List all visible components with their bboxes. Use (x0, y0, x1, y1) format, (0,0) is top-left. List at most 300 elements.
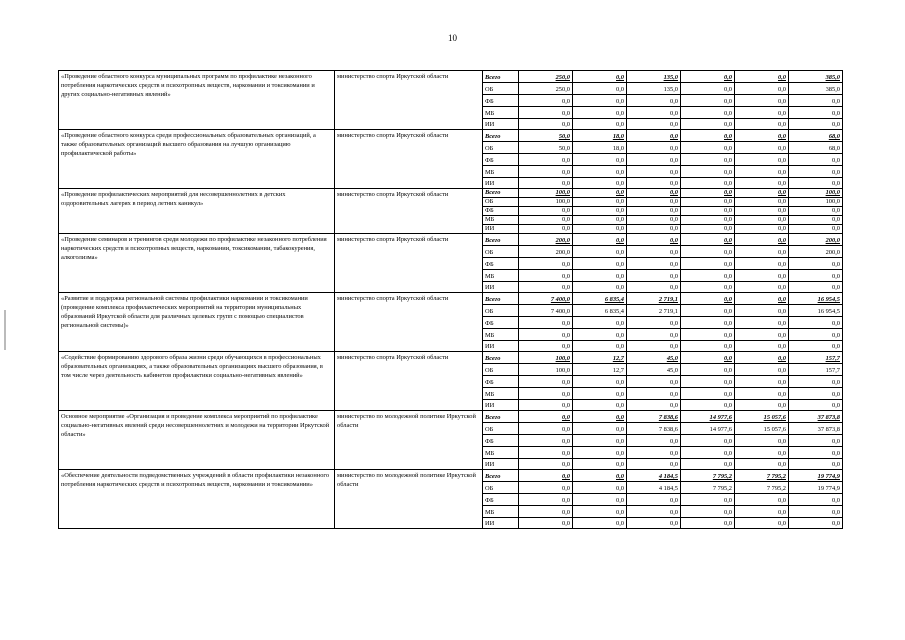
total-value-cell: 0,0 (789, 376, 843, 388)
year-value-cell: 0,0 (735, 282, 789, 293)
year-value-cell: 0,0 (573, 119, 627, 130)
year-value-cell: 0,0 (735, 119, 789, 130)
year-value-cell: 0,0 (627, 282, 681, 293)
year-value-cell: 0,0 (681, 459, 735, 470)
total-value-cell: 0,0 (789, 518, 843, 529)
year-value-cell: 18,0 (573, 142, 627, 154)
year-value-cell: 4 184,5 (627, 482, 681, 494)
year-value-cell: 15 057,6 (735, 411, 789, 423)
year-value-cell: 100,0 (519, 352, 573, 364)
year-value-cell: 0,0 (573, 198, 627, 207)
funding-source: ОБ (483, 364, 519, 376)
activity-description: «Содействие формированию здорового образа жизни среди обучающихся в профессиональных образовательных организациях, а также образовательных организациях высшего образования, в том числе через деятельность кабинетов профилактики социально-негативных явлений» (59, 352, 335, 411)
responsible-executor: министерство спорта Иркутской области (335, 71, 483, 130)
year-value-cell: 0,0 (573, 388, 627, 400)
funding-source: ИИ (483, 459, 519, 470)
funding-source: МБ (483, 329, 519, 341)
year-value-cell: 0,0 (681, 364, 735, 376)
year-value-cell: 6 835,4 (573, 293, 627, 305)
year-value-cell: 4 184,5 (627, 470, 681, 482)
year-value-cell: 0,0 (735, 178, 789, 189)
year-value-cell: 0,0 (627, 130, 681, 142)
activity-description: «Развитие и поддержка региональной системы профилактики наркомании и токсикомании (проведение комплекса профилактических мероприятий на территории муниципальных образований Иркутской области для различных целевых групп с помощью специалистов региональной системы)» (59, 293, 335, 352)
year-value-cell: 0,0 (735, 234, 789, 246)
total-value-cell: 0,0 (789, 119, 843, 130)
funding-source: ИИ (483, 518, 519, 529)
funding-source: ФБ (483, 258, 519, 270)
year-value-cell: 0,0 (681, 154, 735, 166)
funding-source: ФБ (483, 95, 519, 107)
year-value-cell: 0,0 (519, 107, 573, 119)
activity-description: «Обеспечение деятельности подведомственных учреждений в области профилактики незаконного потребления наркотических средств и психотропных веществ, наркомании и токсикомании» (59, 470, 335, 529)
table-body (59, 71, 843, 529)
year-value-cell: 0,0 (627, 234, 681, 246)
year-value-cell: 0,0 (735, 270, 789, 282)
year-value-cell: 18,0 (573, 130, 627, 142)
funding-source: Всего (483, 352, 519, 364)
year-value-cell: 0,0 (735, 83, 789, 95)
year-value-cell: 0,0 (735, 198, 789, 207)
year-value-cell: 0,0 (519, 216, 573, 225)
year-value-cell: 0,0 (573, 178, 627, 189)
total-value-cell: 0,0 (789, 400, 843, 411)
funding-source: Всего (483, 71, 519, 83)
year-value-cell: 0,0 (681, 293, 735, 305)
year-value-cell: 0,0 (573, 225, 627, 234)
year-value-cell: 0,0 (735, 142, 789, 154)
total-value-cell: 0,0 (789, 270, 843, 282)
total-value-cell: 0,0 (789, 341, 843, 352)
year-value-cell: 0,0 (627, 166, 681, 178)
year-value-cell: 0,0 (519, 423, 573, 435)
year-value-cell: 0,0 (573, 411, 627, 423)
total-value-cell: 0,0 (789, 207, 843, 216)
year-value-cell: 0,0 (681, 435, 735, 447)
total-value-cell: 37 873,8 (789, 423, 843, 435)
year-value-cell: 0,0 (627, 388, 681, 400)
funding-source: ИИ (483, 341, 519, 352)
funding-source: ОБ (483, 198, 519, 207)
year-value-cell: 0,0 (627, 459, 681, 470)
year-value-cell: 0,0 (681, 234, 735, 246)
year-value-cell: 7 838,6 (627, 423, 681, 435)
responsible-executor: министерство по молодежной политике Иркутской области (335, 411, 483, 470)
year-value-cell: 0,0 (573, 400, 627, 411)
total-value-cell: 0,0 (789, 506, 843, 518)
year-value-cell: 0,0 (681, 83, 735, 95)
year-value-cell: 100,0 (519, 364, 573, 376)
year-value-cell: 0,0 (681, 258, 735, 270)
year-value-cell: 0,0 (627, 107, 681, 119)
year-value-cell: 14 977,6 (681, 423, 735, 435)
year-value-cell: 0,0 (519, 388, 573, 400)
total-value-cell: 0,0 (789, 447, 843, 459)
funding-source: Всего (483, 130, 519, 142)
year-value-cell: 0,0 (735, 207, 789, 216)
year-value-cell: 0,0 (573, 207, 627, 216)
year-value-cell: 0,0 (735, 246, 789, 258)
year-value-cell: 0,0 (681, 388, 735, 400)
year-value-cell: 0,0 (735, 341, 789, 352)
funding-source: ОБ (483, 83, 519, 95)
year-value-cell: 0,0 (519, 435, 573, 447)
year-value-cell: 0,0 (627, 142, 681, 154)
year-value-cell: 0,0 (573, 341, 627, 352)
year-value-cell: 0,0 (573, 329, 627, 341)
year-value-cell: 45,0 (627, 364, 681, 376)
funding-source: ОБ (483, 142, 519, 154)
table-row (59, 71, 843, 83)
year-value-cell: 0,0 (519, 317, 573, 329)
year-value-cell: 0,0 (735, 305, 789, 317)
year-value-cell: 200,0 (519, 246, 573, 258)
year-value-cell: 0,0 (735, 317, 789, 329)
funding-source: Всего (483, 470, 519, 482)
year-value-cell: 0,0 (519, 154, 573, 166)
year-value-cell: 0,0 (627, 178, 681, 189)
year-value-cell: 0,0 (681, 352, 735, 364)
responsible-executor: министерство спорта Иркутской области (335, 352, 483, 411)
total-value-cell: 0,0 (789, 329, 843, 341)
table-row (59, 130, 843, 142)
year-value-cell: 7 400,0 (519, 305, 573, 317)
year-value-cell: 0,0 (735, 95, 789, 107)
year-value-cell: 0,0 (573, 95, 627, 107)
total-value-cell: 0,0 (789, 435, 843, 447)
year-value-cell: 0,0 (681, 166, 735, 178)
year-value-cell: 0,0 (573, 518, 627, 529)
year-value-cell: 14 977,6 (681, 411, 735, 423)
year-value-cell: 0,0 (573, 270, 627, 282)
year-value-cell: 0,0 (735, 447, 789, 459)
funding-source: ИИ (483, 400, 519, 411)
total-value-cell: 200,0 (789, 234, 843, 246)
year-value-cell: 50,0 (519, 130, 573, 142)
year-value-cell: 0,0 (735, 225, 789, 234)
year-value-cell: 0,0 (519, 282, 573, 293)
year-value-cell: 0,0 (519, 518, 573, 529)
year-value-cell: 0,0 (681, 518, 735, 529)
year-value-cell: 0,0 (519, 178, 573, 189)
year-value-cell: 0,0 (735, 154, 789, 166)
funding-source: ФБ (483, 494, 519, 506)
year-value-cell: 0,0 (627, 329, 681, 341)
year-value-cell: 0,0 (627, 207, 681, 216)
year-value-cell: 0,0 (519, 95, 573, 107)
year-value-cell: 0,0 (573, 317, 627, 329)
total-value-cell: 0,0 (789, 95, 843, 107)
year-value-cell: 0,0 (681, 189, 735, 198)
year-value-cell: 0,0 (735, 518, 789, 529)
year-value-cell: 0,0 (573, 447, 627, 459)
year-value-cell: 0,0 (681, 71, 735, 83)
year-value-cell: 0,0 (681, 130, 735, 142)
total-value-cell: 0,0 (789, 225, 843, 234)
activity-description: «Проведение профилактических мероприятий для несовершеннолетних в детских оздоровительных лагерях в период летних каникул» (59, 189, 335, 234)
year-value-cell: 0,0 (681, 494, 735, 506)
page-number: 10 (448, 33, 457, 43)
year-value-cell: 0,0 (573, 435, 627, 447)
funding-source: ОБ (483, 423, 519, 435)
total-value-cell: 0,0 (789, 216, 843, 225)
year-value-cell: 0,0 (681, 329, 735, 341)
funding-source: ИИ (483, 119, 519, 130)
year-value-cell: 0,0 (519, 119, 573, 130)
year-value-cell: 0,0 (519, 341, 573, 352)
year-value-cell: 0,0 (573, 246, 627, 258)
year-value-cell: 7 838,6 (627, 411, 681, 423)
funding-source: ОБ (483, 482, 519, 494)
funding-source: ОБ (483, 246, 519, 258)
year-value-cell: 0,0 (573, 494, 627, 506)
year-value-cell: 0,0 (519, 447, 573, 459)
total-value-cell: 0,0 (789, 494, 843, 506)
table-row (59, 411, 843, 423)
total-value-cell: 16 954,5 (789, 293, 843, 305)
year-value-cell: 0,0 (573, 482, 627, 494)
total-value-cell: 19 774,9 (789, 482, 843, 494)
year-value-cell: 0,0 (519, 258, 573, 270)
year-value-cell: 200,0 (519, 234, 573, 246)
total-value-cell: 0,0 (789, 317, 843, 329)
year-value-cell: 0,0 (519, 270, 573, 282)
year-value-cell: 0,0 (681, 305, 735, 317)
year-value-cell: 0,0 (573, 83, 627, 95)
funding-source: ФБ (483, 376, 519, 388)
year-value-cell: 0,0 (735, 494, 789, 506)
year-value-cell: 0,0 (735, 400, 789, 411)
responsible-executor: министерство спорта Иркутской области (335, 130, 483, 189)
total-value-cell: 0,0 (789, 166, 843, 178)
year-value-cell: 0,0 (519, 482, 573, 494)
year-value-cell: 0,0 (681, 225, 735, 234)
year-value-cell: 0,0 (627, 494, 681, 506)
year-value-cell: 0,0 (735, 388, 789, 400)
year-value-cell: 100,0 (519, 198, 573, 207)
year-value-cell: 12,7 (573, 352, 627, 364)
year-value-cell: 0,0 (735, 459, 789, 470)
funding-source: МБ (483, 166, 519, 178)
total-value-cell: 0,0 (789, 388, 843, 400)
year-value-cell: 0,0 (681, 317, 735, 329)
year-value-cell: 0,0 (573, 282, 627, 293)
total-value-cell: 0,0 (789, 282, 843, 293)
year-value-cell: 0,0 (681, 95, 735, 107)
year-value-cell: 0,0 (735, 71, 789, 83)
year-value-cell: 0,0 (681, 246, 735, 258)
year-value-cell: 0,0 (519, 376, 573, 388)
responsible-executor: министерство спорта Иркутской области (335, 293, 483, 352)
funding-source: МБ (483, 270, 519, 282)
year-value-cell: 45,0 (627, 352, 681, 364)
total-value-cell: 0,0 (789, 154, 843, 166)
funding-source: ИИ (483, 282, 519, 293)
year-value-cell: 2 719,1 (627, 305, 681, 317)
year-value-cell: 0,0 (681, 216, 735, 225)
total-value-cell: 68,0 (789, 142, 843, 154)
year-value-cell: 0,0 (627, 216, 681, 225)
year-value-cell: 0,0 (681, 341, 735, 352)
funding-source: ОБ (483, 305, 519, 317)
year-value-cell: 100,0 (519, 189, 573, 198)
year-value-cell: 0,0 (519, 400, 573, 411)
year-value-cell: 135,0 (627, 83, 681, 95)
year-value-cell: 0,0 (627, 518, 681, 529)
year-value-cell: 0,0 (681, 282, 735, 293)
year-value-cell: 0,0 (519, 459, 573, 470)
total-value-cell: 100,0 (789, 189, 843, 198)
funding-source: ФБ (483, 435, 519, 447)
year-value-cell: 0,0 (519, 506, 573, 518)
year-value-cell: 0,0 (735, 166, 789, 178)
year-value-cell: 0,0 (627, 400, 681, 411)
total-value-cell: 157,7 (789, 352, 843, 364)
activity-description: «Проведение областного конкурса муниципальных программ по профилактике незаконного потребления наркотических средств и психотропных веществ, наркомании и токсикомании и других социально-негативных явлений» (59, 71, 335, 130)
year-value-cell: 0,0 (735, 364, 789, 376)
year-value-cell: 15 057,6 (735, 423, 789, 435)
year-value-cell: 0,0 (627, 341, 681, 352)
total-value-cell: 16 954,5 (789, 305, 843, 317)
year-value-cell: 0,0 (735, 506, 789, 518)
year-value-cell: 0,0 (573, 216, 627, 225)
funding-source: МБ (483, 388, 519, 400)
funding-source: Всего (483, 411, 519, 423)
total-value-cell: 19 774,9 (789, 470, 843, 482)
responsible-executor: министерство по молодежной политике Иркутской области (335, 470, 483, 529)
activity-description: Основное мероприятие «Организация и проведение комплекса мероприятий по профилактике социально-негативных явлений среди несовершеннолетних и молодежи на территории Иркутской области» (59, 411, 335, 470)
year-value-cell: 0,0 (573, 376, 627, 388)
total-value-cell: 100,0 (789, 198, 843, 207)
year-value-cell: 0,0 (735, 216, 789, 225)
year-value-cell: 0,0 (735, 376, 789, 388)
table-row (59, 293, 843, 305)
year-value-cell: 0,0 (681, 119, 735, 130)
year-value-cell: 0,0 (735, 352, 789, 364)
year-value-cell: 0,0 (681, 142, 735, 154)
year-value-cell: 0,0 (519, 225, 573, 234)
year-value-cell: 0,0 (627, 154, 681, 166)
year-value-cell: 0,0 (519, 411, 573, 423)
year-value-cell: 7 795,2 (681, 482, 735, 494)
year-value-cell: 0,0 (519, 207, 573, 216)
year-value-cell: 0,0 (627, 119, 681, 130)
year-value-cell: 0,0 (735, 329, 789, 341)
total-value-cell: 385,0 (789, 71, 843, 83)
funding-source: МБ (483, 506, 519, 518)
year-value-cell: 0,0 (573, 71, 627, 83)
year-value-cell: 0,0 (573, 189, 627, 198)
year-value-cell: 0,0 (573, 258, 627, 270)
table-row (59, 470, 843, 482)
year-value-cell: 0,0 (735, 130, 789, 142)
year-value-cell: 0,0 (573, 423, 627, 435)
year-value-cell: 0,0 (573, 506, 627, 518)
total-value-cell: 0,0 (789, 107, 843, 119)
year-value-cell: 0,0 (681, 107, 735, 119)
year-value-cell: 250,0 (519, 83, 573, 95)
year-value-cell: 0,0 (627, 246, 681, 258)
funding-source: МБ (483, 216, 519, 225)
year-value-cell: 12,7 (573, 364, 627, 376)
total-value-cell: 0,0 (789, 258, 843, 270)
year-value-cell: 7 795,2 (735, 470, 789, 482)
year-value-cell: 0,0 (735, 107, 789, 119)
year-value-cell: 0,0 (627, 270, 681, 282)
funding-source: ФБ (483, 317, 519, 329)
responsible-executor: министерство спорта Иркутской области (335, 189, 483, 234)
year-value-cell: 0,0 (573, 470, 627, 482)
year-value-cell: 0,0 (627, 435, 681, 447)
year-value-cell: 0,0 (681, 506, 735, 518)
year-value-cell: 0,0 (735, 293, 789, 305)
year-value-cell: 0,0 (573, 107, 627, 119)
total-value-cell: 157,7 (789, 364, 843, 376)
year-value-cell: 0,0 (681, 376, 735, 388)
year-value-cell: 0,0 (573, 459, 627, 470)
year-value-cell: 7 795,2 (681, 470, 735, 482)
year-value-cell: 2 719,1 (627, 293, 681, 305)
year-value-cell: 0,0 (681, 198, 735, 207)
funding-table (58, 70, 843, 529)
year-value-cell: 0,0 (735, 435, 789, 447)
table-row (59, 234, 843, 246)
year-value-cell: 0,0 (519, 329, 573, 341)
year-value-cell: 135,0 (627, 71, 681, 83)
year-value-cell: 0,0 (627, 376, 681, 388)
year-value-cell: 250,0 (519, 71, 573, 83)
scan-artifact (4, 310, 6, 350)
year-value-cell: 0,0 (627, 225, 681, 234)
year-value-cell: 7 795,2 (735, 482, 789, 494)
total-value-cell: 0,0 (789, 459, 843, 470)
responsible-executor: министерство спорта Иркутской области (335, 234, 483, 293)
funding-source: МБ (483, 107, 519, 119)
total-value-cell: 68,0 (789, 130, 843, 142)
total-value-cell: 385,0 (789, 83, 843, 95)
year-value-cell: 0,0 (627, 95, 681, 107)
year-value-cell: 6 835,4 (573, 305, 627, 317)
funding-source: ИИ (483, 225, 519, 234)
year-value-cell: 50,0 (519, 142, 573, 154)
year-value-cell: 0,0 (627, 317, 681, 329)
year-value-cell: 0,0 (573, 166, 627, 178)
funding-source: ФБ (483, 207, 519, 216)
table-row (59, 352, 843, 364)
year-value-cell: 0,0 (627, 258, 681, 270)
year-value-cell: 0,0 (519, 494, 573, 506)
funding-source: Всего (483, 189, 519, 198)
year-value-cell: 0,0 (627, 447, 681, 459)
year-value-cell: 0,0 (681, 400, 735, 411)
year-value-cell: 7 400,0 (519, 293, 573, 305)
total-value-cell: 0,0 (789, 178, 843, 189)
year-value-cell: 0,0 (627, 198, 681, 207)
funding-source: ИИ (483, 178, 519, 189)
year-value-cell: 0,0 (519, 470, 573, 482)
year-value-cell: 0,0 (519, 166, 573, 178)
activity-description: «Проведение областного конкурса среди профессиональных образовательных организаций, а также образовательных организаций высшего образования на лучшую организацию профилактической работы» (59, 130, 335, 189)
year-value-cell: 0,0 (735, 258, 789, 270)
table-row (59, 189, 843, 198)
funding-source: Всего (483, 293, 519, 305)
funding-source: ФБ (483, 154, 519, 166)
year-value-cell: 0,0 (627, 506, 681, 518)
year-value-cell: 0,0 (573, 234, 627, 246)
funding-source: МБ (483, 447, 519, 459)
year-value-cell: 0,0 (681, 207, 735, 216)
funding-source: Всего (483, 234, 519, 246)
year-value-cell: 0,0 (735, 189, 789, 198)
